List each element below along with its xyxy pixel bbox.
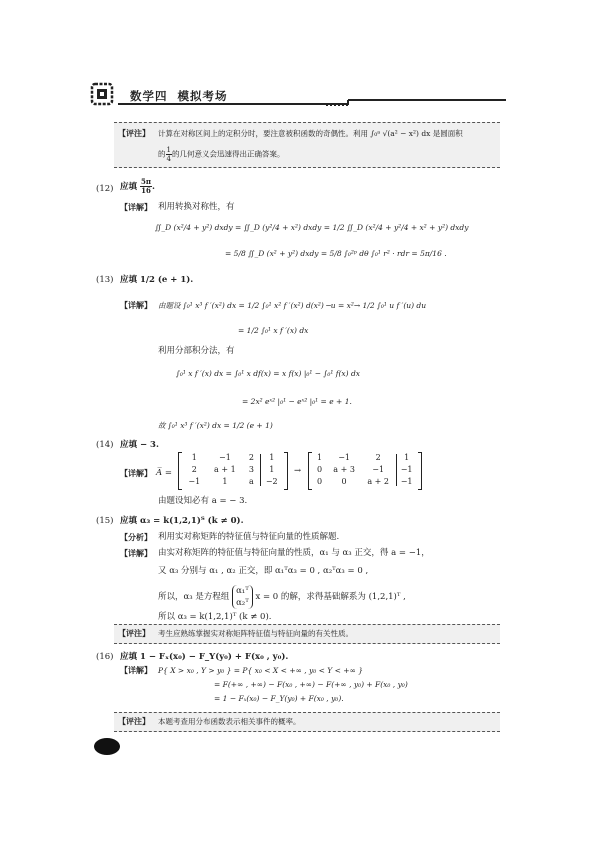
q15-note-tag: 【评注】 xyxy=(118,629,150,638)
note-top-line1: 计算在对称区间上的定积分时，要注意被积函数的奇偶性。利用 ∫₀ᵃ √(a² − x²) dx 是圆面积 xyxy=(158,129,463,138)
q15-note: 考生应熟练掌握实对称矩阵特征值与特征向量的有关性质。 xyxy=(158,629,353,638)
m2-r0c2: 2 xyxy=(375,453,381,462)
q12-number: (12) xyxy=(96,184,114,194)
m2-r1c2: −1 xyxy=(372,465,385,474)
m1-r1c2: 3 xyxy=(248,465,254,474)
q13-detail-tag: 【详解】 xyxy=(120,301,152,310)
q15-detail-3: 所以，α₃ 是方程组 α₁ᵀ α₂ᵀ x = 0 的解，求得基础解系为 (1,2,1)ᵀ , xyxy=(158,585,406,608)
q16-detail-tag: 【详解】 xyxy=(120,666,152,675)
q13-answer: 应填 1/2 (e + 1). xyxy=(120,275,194,285)
m2-r1c3: −1 xyxy=(400,465,413,474)
m1-r0c1: −1 xyxy=(218,453,231,462)
header-title-section: 模拟考场 xyxy=(177,89,228,103)
header-title-subject: 数学四 xyxy=(130,89,168,103)
header-rule xyxy=(118,103,348,105)
m2-r2c3: −1 xyxy=(400,477,413,486)
q14-conclusion: 由题设知必有 a = − 3. xyxy=(158,496,248,506)
q15-detail-1: 由实对称矩阵的特征值与特征向量的性质，α₁ 与 α₃ 正交，得 a = −1， xyxy=(158,548,430,558)
q15-detail-2: 又 α₃ 分别与 α₁ , α₂ 正交，即 α₁ᵀα₃ = 0 , α₂ᵀα₃ = 0 , xyxy=(158,566,369,576)
m2-r0c1: −1 xyxy=(338,453,350,462)
m2-r0c3: 1 xyxy=(404,453,410,462)
note-top-tag: 【评注】 xyxy=(118,129,150,138)
note-top-line2: 的 $\frac{1}{4}$ 的几何意义会迅速得出正确答案。 xyxy=(158,146,285,163)
header-logo-icon xyxy=(90,82,114,106)
q16-line1: P{ X > x₀ , Y > y₀ } = P{ x₀ < X < +∞ , y₀ < Y < +∞ } xyxy=(158,666,363,675)
q15-analysis: 利用实对称矩阵的特征值与特征向量的性质解题. xyxy=(158,532,340,542)
q14-lhs: A̅ = xyxy=(156,468,172,478)
m2-r1c1: a + 3 xyxy=(333,465,355,474)
m1-r0c2: 2 xyxy=(248,453,254,462)
q14-answer: 应填 − 3. xyxy=(120,440,159,450)
page-number-marker xyxy=(94,738,120,755)
q12-equation-1: ∬_D (x²/4 + y²) dxdy = ∬_D (y²/4 + x²) dxdy = 1/2 ∬_D (x²/4 + y²/4 + x² + y²) dxdy xyxy=(155,223,469,232)
q16-line2: = F(+∞ , +∞) − F(x₀ , +∞) − F(+∞ , y₀) + F(x₀ , y₀) xyxy=(214,680,408,689)
q13-line3: 利用分部积分法，有 xyxy=(158,346,235,356)
m1-r2c0: −1 xyxy=(188,477,201,486)
q14-matrix-left xyxy=(178,452,284,488)
q12-equation-2: = 5/8 ∬_D (x² + y²) dxdy = 5/8 ∫₀²ᵖ dθ ∫₀¹ r² · rdr = 5π/16 . xyxy=(225,249,447,258)
q15-answer: 应填 α₃ = k(1,2,1)ᵀ (k ≠ 0). xyxy=(120,516,244,526)
m1-r2c1: 1 xyxy=(222,477,228,486)
q16-answer: 应填 1 − Fₓ(x₀) − F_Y(y₀) + F(x₀ , y₀). xyxy=(120,652,289,662)
q12-detail-text: 利用转换对称性，有 xyxy=(158,202,235,212)
q16-line3: = 1 − Fₓ(x₀) − F_Y(y₀) + F(x₀ , y₀). xyxy=(214,694,344,703)
m1-r1c0: 2 xyxy=(191,465,197,474)
q16-note: 本题考查用分布函数表示相关事件的概率。 xyxy=(158,717,301,726)
q13-line5: = 2x² eˣ² |₀¹ − eˣ² |₀¹ = e + 1. xyxy=(242,397,352,406)
q12-detail-tag: 【详解】 xyxy=(120,203,152,212)
q15-number: (15) xyxy=(96,516,114,526)
q13-line2: = 1/2 ∫₀¹ x f ′(x) dx xyxy=(238,326,309,335)
q15-detail-tag: 【详解】 xyxy=(120,549,152,558)
m1-r1c3: 1 xyxy=(269,465,275,474)
m2-r0c0: 1 xyxy=(316,453,323,462)
m1-r1c1: a + 1 xyxy=(214,465,236,474)
q16-note-tag: 【评注】 xyxy=(118,717,150,726)
m1-r2c2: a xyxy=(248,477,254,486)
q13-line6: 故 ∫₀¹ x³ f ′(x²) dx = 1/2 (e + 1) xyxy=(158,421,273,430)
m2-r1c0: 0 xyxy=(316,465,323,474)
q14-number: (14) xyxy=(96,440,114,450)
q14-matrix-right xyxy=(308,452,418,488)
q12-answer: 应填 $\frac{5\pi}{16}$ . xyxy=(120,177,155,195)
m2-r2c2: a + 2 xyxy=(367,477,390,486)
q16-number: (16) xyxy=(96,652,114,662)
q14-arrow: → xyxy=(294,466,302,476)
m1-r0c0: 1 xyxy=(191,453,197,462)
q13-line1: 由题设 ∫₀¹ x³ f ′(x²) dx = 1/2 ∫₀¹ x² f ′(x²) d(x²) ─u = x²→ 1/2 ∫₀¹ u f ′(u) du xyxy=(158,301,427,310)
header-rule-dotted xyxy=(326,92,506,102)
header-title xyxy=(130,88,228,104)
q14-detail-tag: 【详解】 xyxy=(120,469,152,478)
m2-r2c0: 0 xyxy=(316,477,323,486)
m2-r2c1: 0 xyxy=(341,477,347,486)
q13-number: (13) xyxy=(96,275,114,285)
m1-r0c3: 1 xyxy=(269,453,275,462)
q15-detail-4: 所以 α₃ = k(1,2,1)ᵀ (k ≠ 0). xyxy=(158,612,272,622)
m1-r2c3: −2 xyxy=(265,477,278,486)
q15-analysis-tag: 【分析】 xyxy=(120,533,152,542)
q13-line4: ∫₀¹ x f ′(x) dx = ∫₀¹ x df(x) = x f(x) |₀¹ − ∫₀¹ f(x) dx xyxy=(176,369,360,378)
